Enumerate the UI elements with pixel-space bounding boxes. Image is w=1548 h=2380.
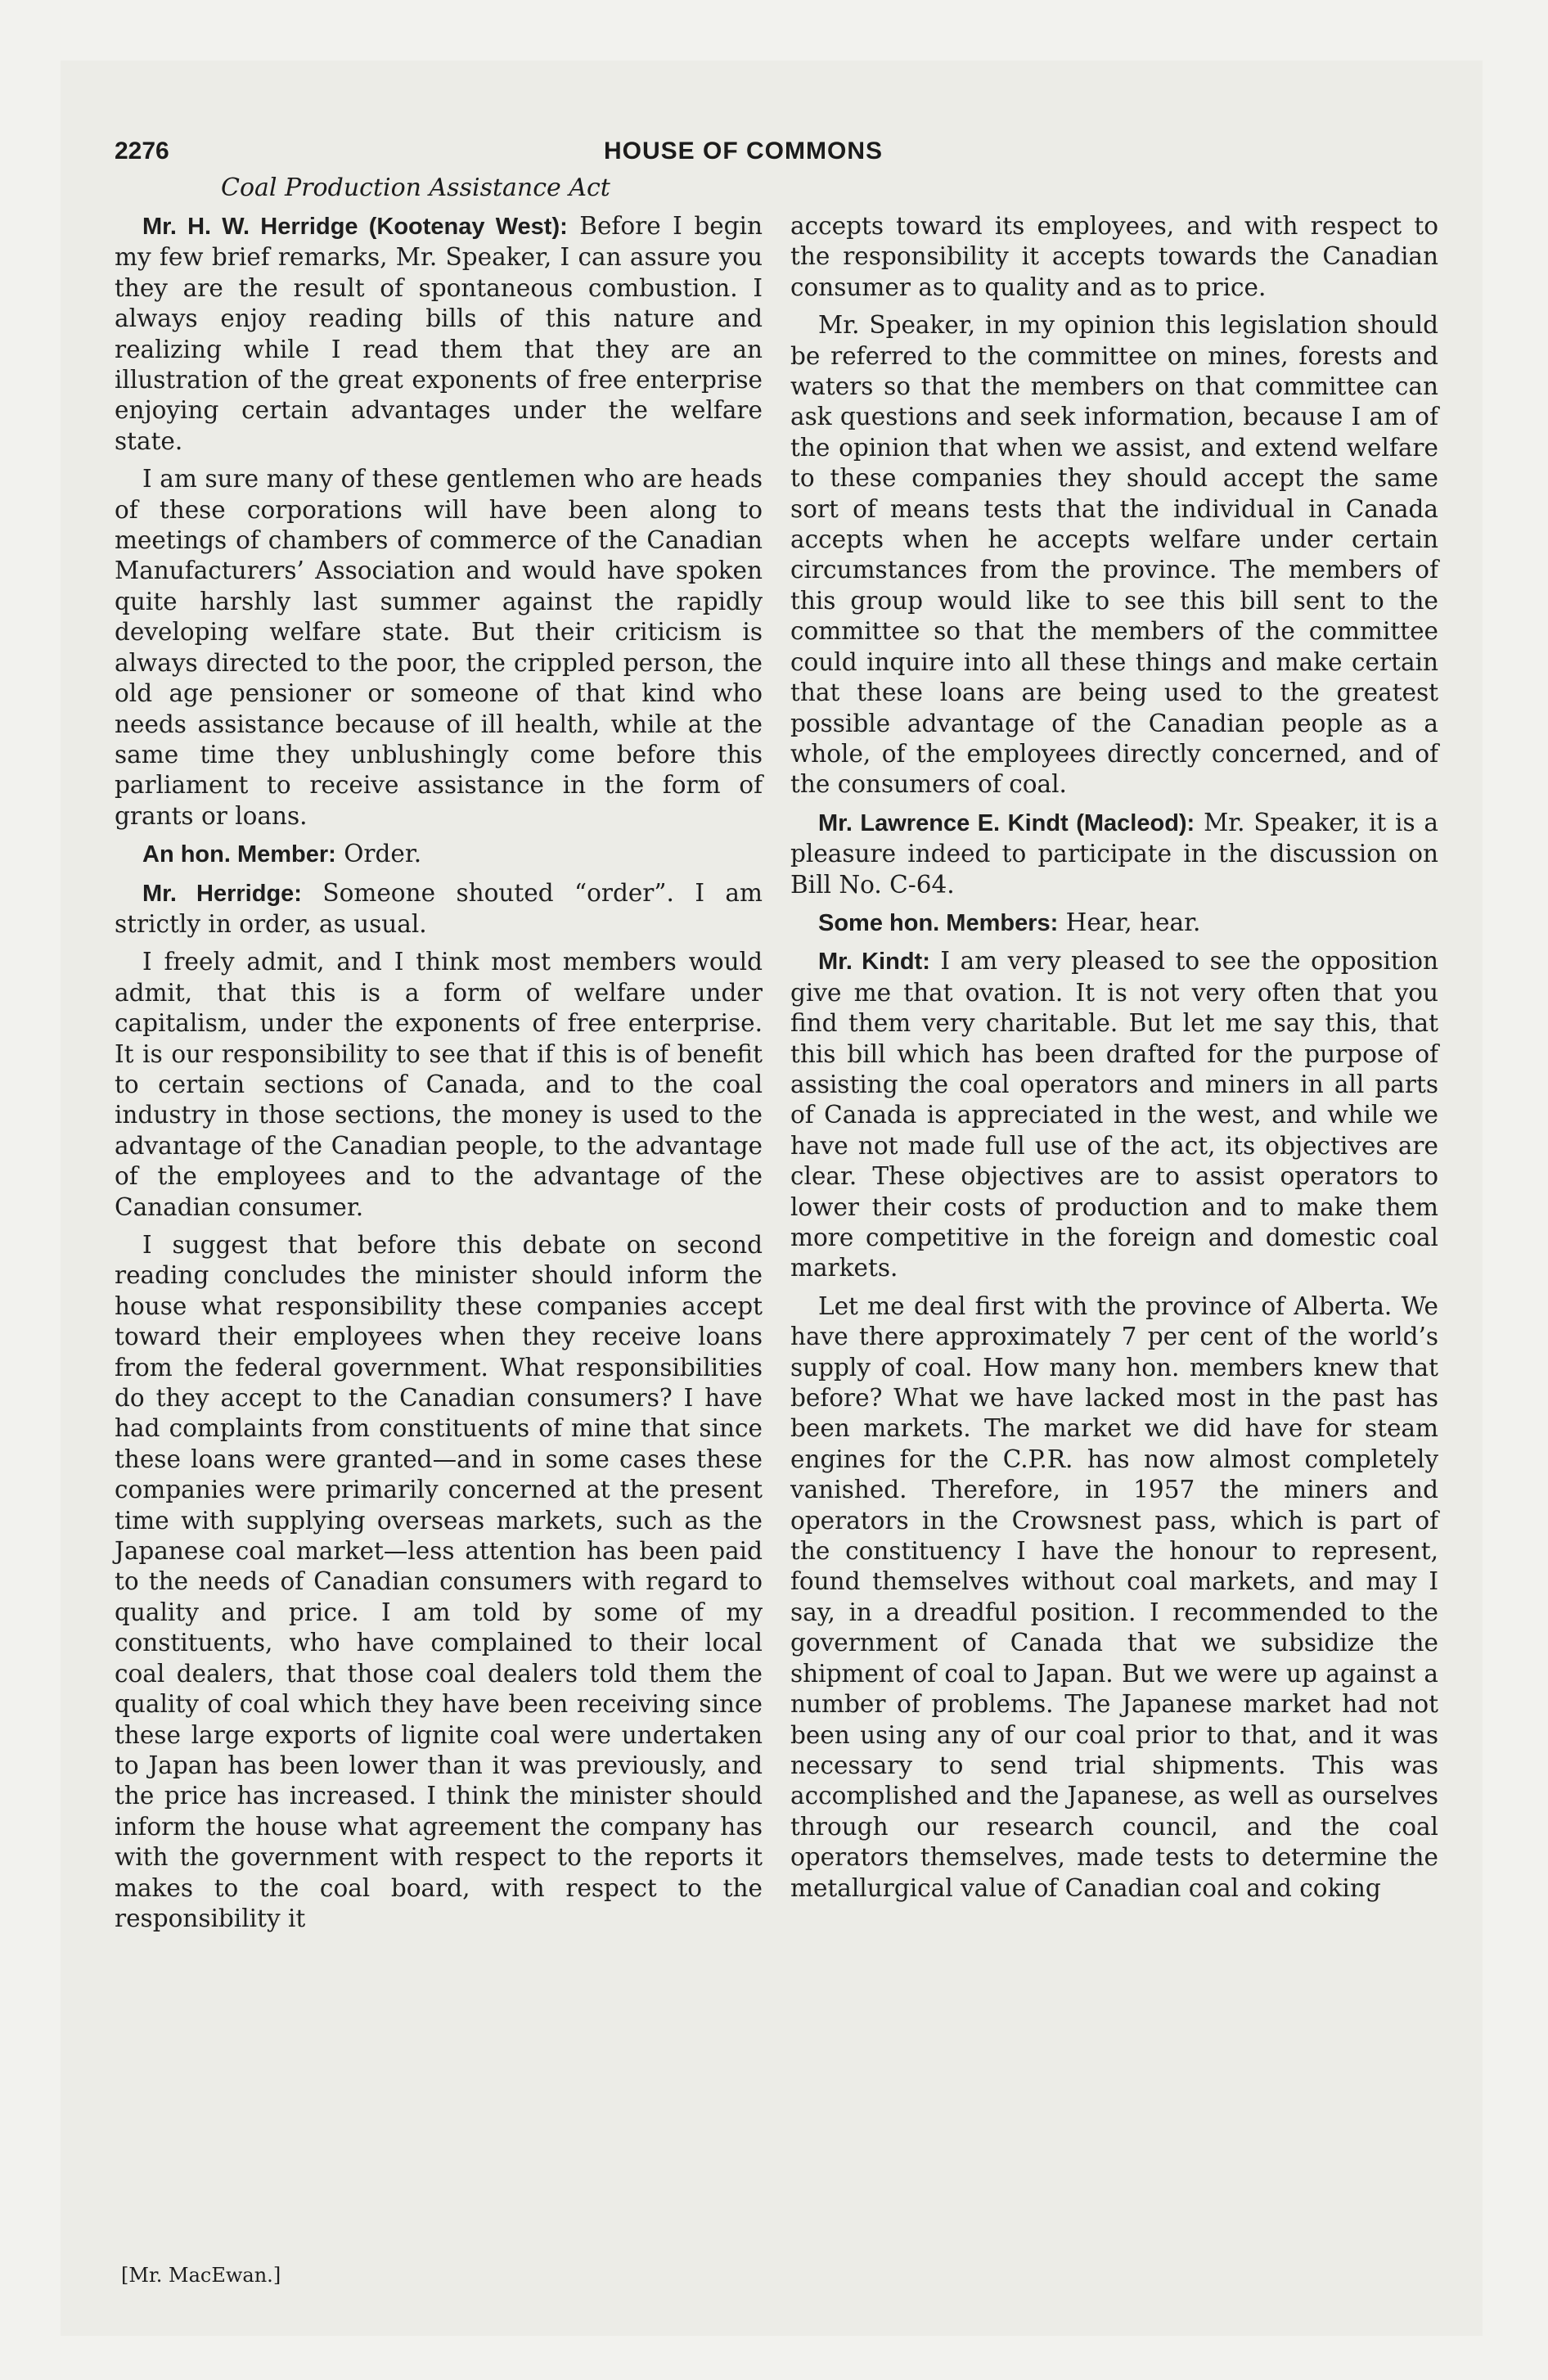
left-column (115, 211, 763, 1941)
paragraph (115, 464, 763, 832)
paragraph (790, 211, 1438, 303)
speaker-name: Mr. Herridge: (142, 880, 302, 907)
footer-speaker-note: [Mr. MacEwan.] (121, 2264, 281, 2287)
speaker-name: Mr. H. W. Herridge (Kootenay West): (142, 214, 568, 240)
paragraph-text: Order. (335, 840, 422, 868)
paragraph-text: I am very pleased to see the opposition give me that ovation. It is not very often that you find them very charitable. But let me say this, that this bill which has been drafted for the purpose of assisting the coal operators and miners in all parts of Canada is appreciated in the west, and while we have not made full use of the act, its objectives are clear. These objectives are to assist operators to lower their costs of production and to make them more competitive in the foreign and domestic coal markets. (790, 947, 1438, 1282)
subject-heading: Coal Production Assistance Act (221, 174, 610, 202)
paragraph (115, 1230, 763, 1934)
paragraph-text: accepts toward its employees, and with respect to the responsibility it accepts towards the Canadian consumer as to quality and as to price. (790, 212, 1438, 301)
paragraph-text: Let me deal first with the province of Alberta. We have there approximately 7 per cent of the world’s supply of coal. How many hon. members knew that before? What we have lacked most in the past has been markets. The market we did have for steam engines for the C.P.R. has now almost completely vanished. Therefore, in 1957 the miners and operators in the Crowsnest pass, which is part of the constituency I have the honour to represent, found themselves without coal markets, and may I say, in a dreadful position. I recommended to the government of Canada that we subsidize the shipment of coal to Japan. But we were up against a number of problems. The Japanese market had not been using any of our coal prior to that, and it was necessary to send trial shipments. This was accomplished and the Japanese, as well as ourselves through our research council, and the coal operators themselves, made tests to determine the metallurgical value of Canadian coal and coking (790, 1291, 1438, 1902)
paragraph (115, 878, 763, 940)
paragraph-text: Mr. Speaker, in my opinion this legislation should be referred to the committee on mines, forests and waters so that the members on that committee can ask questions and seek information, because I am of the opinion that when we assist, and extend welfare to these companies they should accept the same sort of means tests that the individual in Canada accepts when he accepts welfare under certain circumstances from the province. The members of this group would like to see this bill sent to the committee so that the members of the committee could inquire into all these things and make certain that these loans are being used to the greatest possible advantage of the Canadian people as a whole, of the employees directly concerned, and of the consumers of coal. (790, 311, 1438, 799)
paragraph (790, 1291, 1438, 1904)
paragraph-text: Someone shouted “order”. I am strictly in order, as usual. (115, 878, 763, 938)
paragraph-text: Hear, hear. (1058, 908, 1201, 936)
speaker-name: Mr. Kindt: (818, 949, 930, 976)
speaker-name: Some hon. Members: (818, 909, 1059, 936)
speaker-name: An hon. Member: (142, 841, 336, 868)
paragraph-text: Before I begin my few brief remarks, Mr. Speaker, I can assure you they are the result of spontaneous combustion. I always enjoy reading bills of this nature and realizing while I read them that they are an illustration of the great exponents of free enterprise enjoying certain advantages under the welfare state. (115, 212, 763, 455)
paragraph (790, 908, 1438, 939)
paragraph-text: Mr. Speaker, it is a pleasure indeed to participate in the discussion on Bill No. C-64. (790, 808, 1439, 899)
paragraph (790, 310, 1438, 800)
right-column (790, 211, 1438, 1911)
page-number: 2276 (115, 137, 169, 165)
running-head (115, 137, 1440, 174)
speaker-name: Mr. Lawrence E. Kindt (Macleod): (818, 809, 1195, 836)
paragraph-text: I am sure many of these gentlemen who are heads of these corporations will have been along to meetings of chambers of commerce of the Canadian Manufacturers’ Association and would have spoken quite harshly last summer against the rapidly developing welfare state. But their criticism is always directed to the poor, the crippled person, the old age pensioner or someone of that kind who needs assistance because of ill health, while at the same time they unblushingly come before this parliament to receive assistance in the form of grants or loans. (115, 465, 763, 830)
paragraph (790, 808, 1438, 900)
paragraph (115, 839, 763, 870)
paragraph-text: I freely admit, and I think most members would admit, that this is a form of welfare under capitalism, under the exponents of free enterprise. It is our responsibility to see that if this is of benefit to certain sections of Canada, and to the coal industry in those sections, the money is used to the advantage of the Canadian people, to the advantage of the employees and to the advantage of the Canadian consumer. (115, 948, 763, 1221)
journal-title: HOUSE OF COMMONS (604, 137, 884, 165)
paragraph (115, 211, 763, 457)
paragraph (790, 946, 1438, 1283)
paragraph-text: I suggest that before this debate on second reading concludes the minister should inform the house what responsibility these companies accept toward their employees when they receive loans from the federal government. What responsibilities do they accept to the Canadian consumers? I have had complaints from constituents of mine that since these loans were granted—and in some cases these companies were primarily concerned at the present time with supplying overseas markets, such as the Japanese coal market—less attention has been paid to the needs of Canadian consumers with regard to quality and price. I am told by some of my constituents, who have complained to their local coal dealers, that those coal dealers told them the quality of coal which they have been receiving since these large exports of lignite coal were undertaken to Japan has been lower than it was previously, and the price has increased. I think the minister should inform the house what agreement the company has with the government with respect to the reports it makes to the coal board, with respect to the responsibility it (115, 1231, 763, 1932)
paragraph (115, 947, 763, 1223)
